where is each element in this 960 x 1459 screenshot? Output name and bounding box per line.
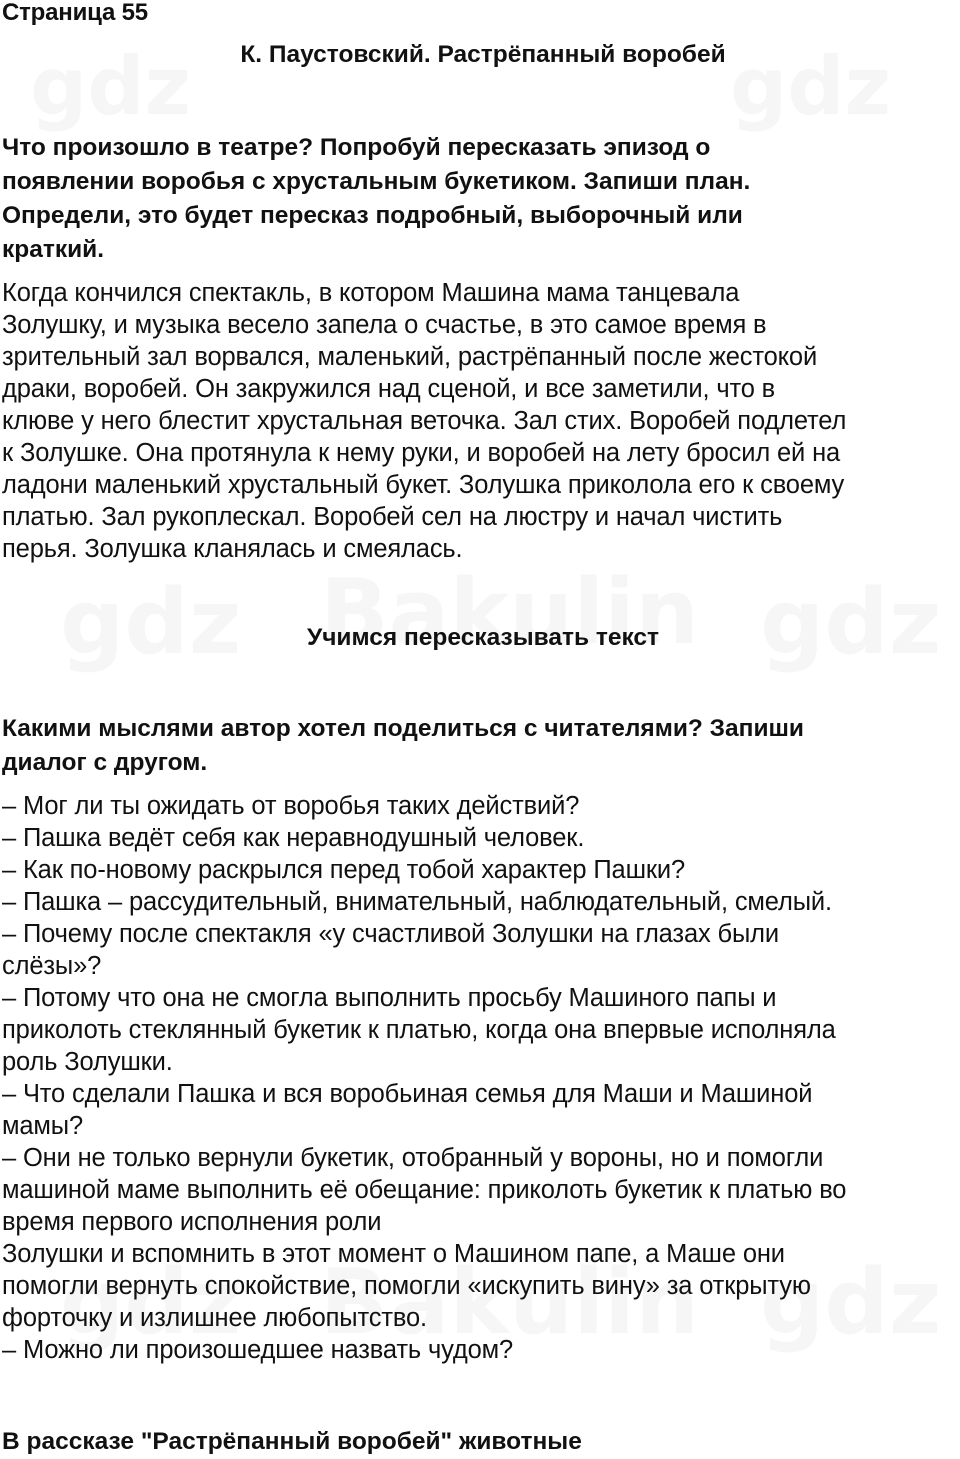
dialogue-line: слёзы»?: [2, 952, 102, 980]
dialogue-line: мамы?: [2, 1112, 84, 1140]
dialogue-line: время первого исполнения роли: [2, 1208, 382, 1236]
dialogue-line: – Пашка – рассудительный, внимательный, наблюдательный, смелый.: [2, 888, 832, 916]
dialogue-line: – Как по-новому раскрылся перед тобой характер Пашки?: [2, 856, 686, 884]
question-line: диалог с другом.: [2, 749, 208, 776]
question-line: Какими мыслями автор хотел поделиться с читателями? Запиши: [2, 715, 804, 742]
dialogue-line: помогли вернуть спокойствие, помогли «искупить вину» за открытую: [2, 1272, 811, 1300]
answer-line: Золушку, и музыка весело запела о счастье, в это самое время в: [2, 311, 767, 339]
question-line: Определи, это будет пересказ подробный, выборочный или: [2, 202, 743, 229]
dialogue-line: – Пашка ведёт себя как неравнодушный человек.: [2, 824, 585, 852]
dialogue-line: – Почему после спектакля «у счастливой Золушки на глазах были: [2, 920, 779, 948]
answer-line: к Золушке. Она протянула к нему руки, и воробей на лету бросил ей на: [2, 439, 841, 467]
dialogue-line: – Можно ли произошедшее назвать чудом?: [2, 1336, 514, 1364]
question-line: В рассказе "Растрёпанный воробей" животные: [2, 1428, 582, 1455]
answer-line: перья. Золушка кланялась и смеялась.: [2, 535, 463, 563]
question-3: [2, 1425, 952, 1459]
answer-2-dialogue: [2, 790, 960, 1366]
answer-1: [2, 277, 960, 565]
dialogue-line: – Мог ли ты ожидать от воробья таких действий?: [2, 792, 580, 820]
answer-line: ладони маленький хрустальный букет. Золушка приколола его к своему: [2, 471, 845, 499]
question-1: [2, 131, 952, 267]
question-2: [2, 712, 952, 780]
answer-line: Когда кончился спектакль, в котором Машина мама танцевала: [2, 279, 740, 307]
dialogue-line: Золушки и вспомнить в этот момент о Машином папе, а Маше они: [2, 1240, 785, 1268]
dialogue-line: – Потому что она не смогла выполнить просьбу Машиного папы и: [2, 984, 777, 1012]
answer-line: клюве у него блестит хрустальная веточка. Зал стих. Воробей подлетел: [2, 407, 847, 435]
answer-line: платью. Зал рукоплескал. Воробей сел на люстру и начал чистить: [2, 503, 783, 531]
answer-line: драки, воробей. Он закружился над сценой, и все заметили, что в: [2, 375, 776, 403]
question-line: краткий.: [2, 236, 105, 263]
answer-line: зрительный зал ворвался, маленький, растрёпанный после жестокой: [2, 343, 818, 371]
question-line: Что произошло в театре? Попробуй пересказать эпизод о: [2, 134, 711, 161]
dialogue-line: – Что сделали Пашка и вся воробьиная семья для Маши и Машиной: [2, 1080, 813, 1108]
page-number: Страница 55: [2, 0, 148, 26]
dialogue-line: машиной маме выполнить её обещание: приколоть букетик к платью во: [2, 1176, 847, 1204]
section-heading: Учимся пересказывать текст: [306, 624, 660, 651]
dialogue-line: роль Золушки.: [2, 1048, 173, 1076]
dialogue-line: приколоть стеклянный букетик к платью, когда она впервые исполняла: [2, 1016, 836, 1044]
question-line: появлении воробья с хрустальным букетиком. Запиши план.: [2, 168, 751, 195]
dialogue-line: форточку и излишнее любопытство.: [2, 1304, 427, 1332]
dialogue-line: – Они не только вернули букетик, отобранный у вороны, но и помогли: [2, 1144, 824, 1172]
page-title: К. Паустовский. Растрёпанный воробей: [240, 41, 726, 68]
